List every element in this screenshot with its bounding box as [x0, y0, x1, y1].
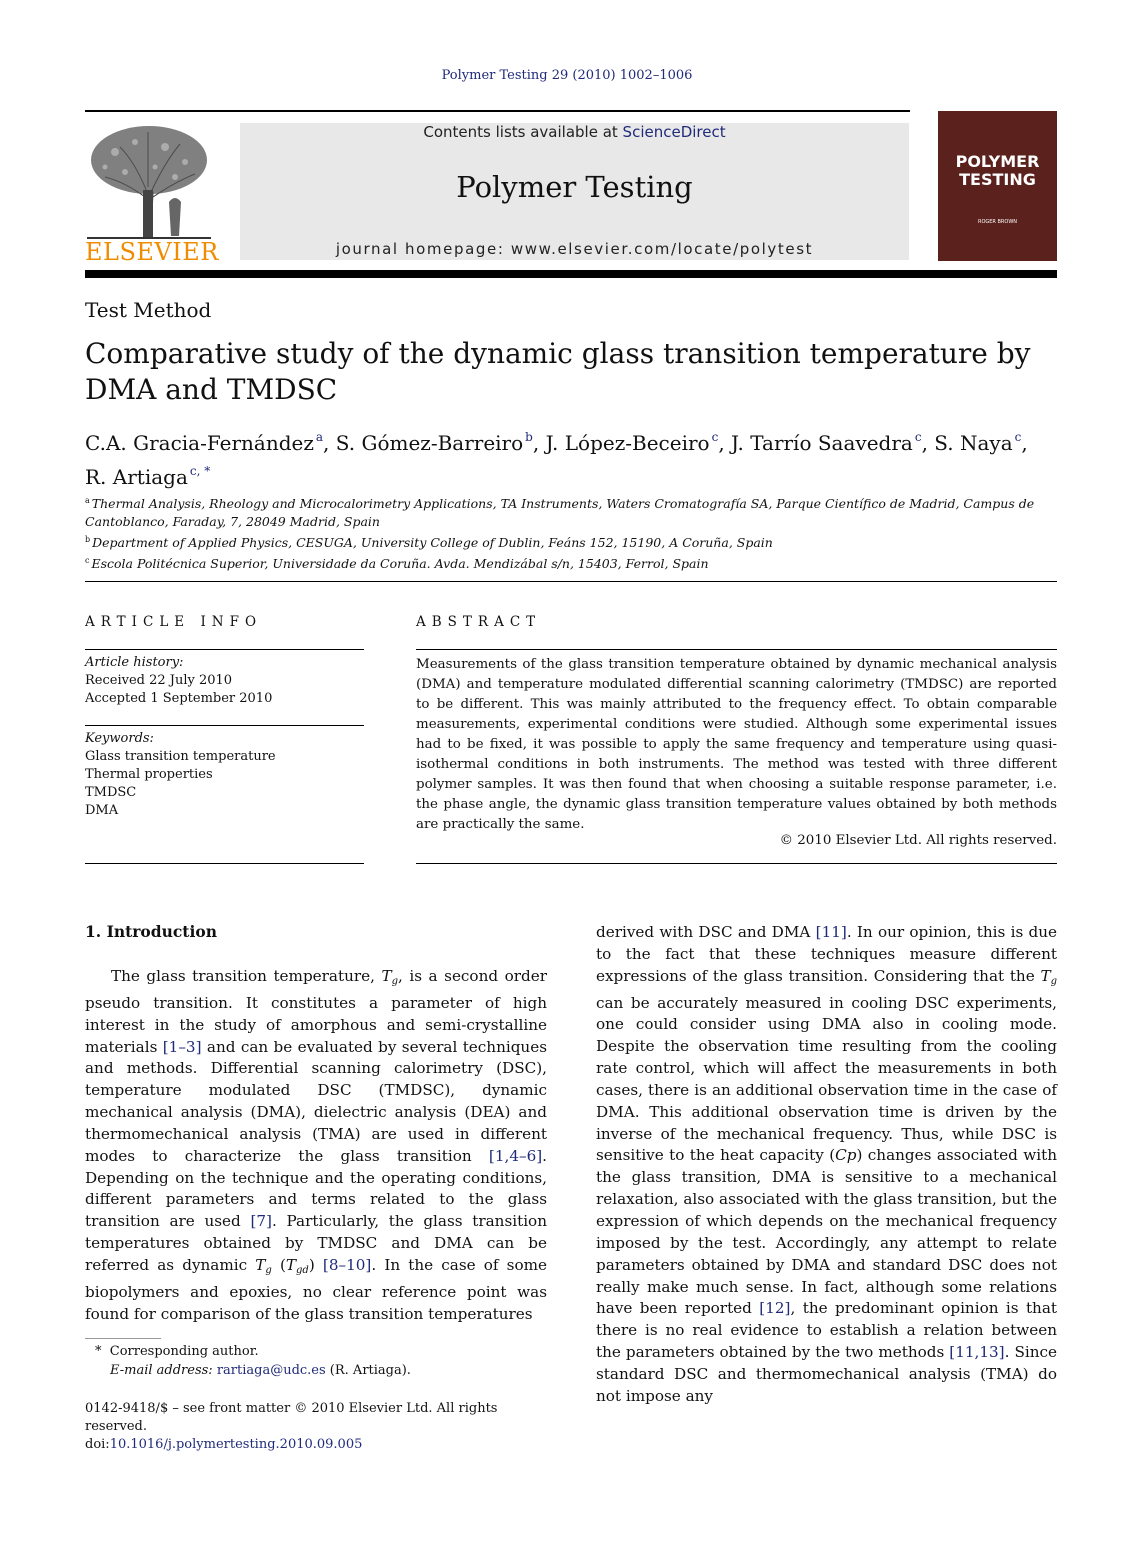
italic-symbol: T	[255, 1255, 266, 1274]
journal-homepage[interactable]: journal homepage: www.elsevier.com/locate/polytest	[335, 240, 814, 258]
cover-author: ROGER BROWN	[977, 219, 1018, 225]
affiliation-text: Thermal Analysis, Rheology and Microcalorimetry Applications, TA Instruments, Waters Cromatografía SA, Parque Científico de Madrid, Campus de Cantoblanco, Faraday, 7, 28049 Madrid, Spain	[85, 496, 1035, 529]
keywords-rule	[85, 725, 364, 726]
accepted-date: Accepted 1 September 2010	[85, 691, 273, 706]
contents-prefix: Contents lists available at	[423, 123, 623, 141]
keyword-item: TMDSC	[85, 785, 137, 800]
author-name: S. Gómez-Barreiro	[335, 431, 524, 455]
introduction-right-column	[596, 922, 1057, 1408]
cover-title	[938, 153, 1057, 189]
footnote-marker: *	[95, 1344, 102, 1359]
article-title: Comparative study of the dynamic glass transition temperature by DMA and TMDSC	[85, 337, 1031, 406]
cover-title-line2: TESTING	[959, 170, 1036, 189]
article-info-bottom-rule	[85, 863, 364, 864]
journal-name: Polymer Testing	[456, 170, 693, 204]
italic-symbol: T	[381, 967, 392, 985]
body-text: . Since standard DSC and thermomechanical analysis (TMA) do not impose any	[596, 1343, 1057, 1405]
contents-availability-line	[240, 123, 909, 141]
introduction-heading: 1. Introduction	[85, 922, 217, 941]
author-affiliation-marker[interactable]: c, *	[189, 464, 211, 478]
header-thick-rule	[85, 270, 1057, 278]
body-text: . Depending on the technique and the operating conditions, different parameters and terms related to the glass transition are used	[85, 1146, 547, 1231]
affiliation-marker: a	[85, 496, 90, 505]
affiliation-item	[85, 552, 1060, 573]
history-label: Article history:	[85, 655, 184, 670]
issn-line: 0142-9418/$ – see front matter © 2010 Elsevier Ltd. All rights reserved.	[85, 1401, 498, 1434]
author-name: J. Tarrío Saavedra	[731, 431, 913, 455]
corresponding-line	[85, 1342, 555, 1361]
subscript-text: g	[265, 1264, 272, 1276]
author-separator: ,	[718, 431, 732, 455]
received-date: Received 22 July 2010	[85, 673, 233, 688]
keyword-item: Glass transition temperature	[85, 749, 276, 764]
introduction-left-column	[85, 966, 547, 1326]
affiliation-marker: c	[85, 556, 90, 565]
author-name: R. Artiaga	[85, 465, 188, 489]
email-suffix: (R. Artiaga).	[325, 1363, 411, 1378]
abstract-bottom-rule	[416, 863, 1057, 864]
author-name: J. López-Beceiro	[545, 431, 710, 455]
author-separator: ,	[921, 431, 935, 455]
affiliation-text: Department of Applied Physics, CESUGA, University College of Dublin, Feáns 152, 15190, A Coruña, Spain	[92, 535, 773, 550]
affiliation-item	[85, 492, 1060, 531]
journal-reference[interactable]: Polymer Testing 29 (2010) 1002–1006	[441, 68, 693, 83]
author-list	[85, 423, 1060, 491]
body-text: . In the case of some biopolymers and epoxies, no clear reference point was found for comparison of the glass transition temperatures	[85, 1255, 547, 1323]
body-text: . Particularly, the glass transition temperatures obtained by TMDSC and DMA can be referred as dynamic	[85, 1212, 547, 1274]
corresponding-author-footnote	[85, 1342, 555, 1380]
keywords-block	[85, 730, 364, 820]
doi-prefix: doi:	[85, 1437, 110, 1452]
author-affiliation-marker[interactable]: b	[525, 430, 533, 444]
keyword-item: DMA	[85, 803, 119, 818]
citation-link[interactable]: [7]	[250, 1212, 272, 1231]
subscript-text: g	[391, 976, 399, 987]
affiliation-marker: b	[85, 535, 91, 544]
elsevier-wordmark: ELSEVIER	[85, 238, 219, 266]
citation-link[interactable]: [11,13]	[949, 1343, 1005, 1362]
affiliation-text: Escola Politécnica Superior, Universidade da Coruña. Avda. Mendizábal s/n, 15403, Ferrol, Spain	[91, 556, 709, 571]
citation-link[interactable]: [1,4–6]	[488, 1146, 543, 1165]
abstract-heading: ABSTRACT	[416, 614, 542, 630]
body-text: . In our opinion, this is due to the fact that these techniques measure different expressions of the glass transition. Considering that the	[596, 923, 1057, 985]
citation-link[interactable]: [12]	[759, 1299, 791, 1318]
affiliation-item	[85, 531, 1060, 552]
body-text: derived with DSC and DMA	[596, 923, 816, 941]
author-separator: ,	[1021, 431, 1028, 455]
sciencedirect-link[interactable]: ScienceDirect	[622, 123, 726, 141]
body-text: (	[271, 1255, 286, 1274]
cover-title-line1: POLYMER	[955, 152, 1040, 171]
front-matter-info	[85, 1400, 555, 1454]
author-separator: ,	[532, 431, 546, 455]
author-affiliation-marker[interactable]: c	[711, 430, 719, 444]
article-info-heading: ARTICLE INFO	[85, 614, 263, 630]
abstract-text: Measurements of the glass transition temperature obtained by dynamic mechanical analysis (DMA) and temperature modulated differential scanning calorimetry (TMDSC) are reported to be different. This was mainly attributed to the frequency effect. To obtain comparable measurements, experimental conditions were studied. Although some experimental issues had to be fixed, it was possible to apply the same frequency and temperature using quasi-isothermal conditions in both instruments. The method was tested with three different polymer samples. It was then found that when choosing a suitable response parameter, i.e. the phase angle, the dynamic glass transition temperature values obtained by both methods are practically the same.	[416, 657, 1057, 832]
citation-link[interactable]: [8–10]	[322, 1255, 372, 1274]
author-separator: ,	[323, 431, 336, 455]
body-text: ) changes associated with the glass transition, DMA is sensitive to a mechanical relaxation, also associated with the glass transition, but the expression of which depends on the mechanical frequency imposed by the test. Accordingly, any attempt to relate parameters obtained by DMA and standard DSC does not really make much sense. In fact, although some relations have been reported	[596, 1146, 1057, 1318]
body-text: can be accurately measured in cooling DSC experiments, one could consider using DMA also in cooling mode. Despite the observation time resulting from the cooling rate control, which will affect the measurements in both cases, there is an additional observation time in the case of DMA. This additional observation time is driven by the inverse of the mechanical frequency. Thus, while DSC is sensitive to the heat capacity (	[596, 993, 1057, 1165]
author-affiliation-marker[interactable]: c	[914, 430, 922, 444]
journal-cover-image	[938, 111, 1057, 261]
body-text: The glass transition temperature,	[111, 967, 382, 985]
author-affiliation-marker[interactable]: c	[1014, 430, 1022, 444]
email-line	[85, 1361, 555, 1380]
corresponding-label: Corresponding author.	[109, 1344, 259, 1359]
author-name: C.A. Gracia-Fernández	[85, 431, 314, 455]
body-text: , the predominant opinion is that there is no real evidence to establish a relation between the parameters obtained by the two methods	[596, 1299, 1057, 1362]
affiliation-list	[85, 492, 1060, 573]
abstract-copyright: © 2010 Elsevier Ltd. All rights reserved.	[779, 833, 1057, 848]
article-info-rule	[85, 649, 364, 650]
citation-link[interactable]: [1–3]	[162, 1037, 202, 1056]
italic-symbol: Cp	[835, 1146, 857, 1165]
email-link[interactable]: rartiaga@udc.es	[216, 1363, 326, 1378]
body-text: and can be evaluated by several techniques and methods. Differential scanning calorimetry (DSC), temperature modulated DSC (TMDSC), dynamic mechanical analysis (DMA), dielectric analysis (DEA) and thermomechanical analysis (TMA) are used in different modes to characterize the glass transition	[85, 1037, 547, 1165]
abstract-rule	[416, 649, 1057, 650]
italic-symbol: T	[285, 1255, 297, 1274]
author-name: S. Naya	[934, 431, 1013, 455]
doi-line	[85, 1436, 555, 1454]
header-top-rule	[85, 110, 910, 112]
body-text: , is a second order pseudo transition. It constitutes a parameter of high interest in the study of amorphous and semi-crystalline materials	[85, 967, 547, 1056]
keyword-item: Thermal properties	[85, 767, 213, 782]
article-history	[85, 654, 364, 708]
footnote-rule	[85, 1338, 161, 1339]
italic-symbol: T	[1040, 966, 1051, 985]
body-text: )	[308, 1255, 323, 1274]
subscript-text: gd	[296, 1264, 309, 1276]
keywords-label: Keywords:	[85, 731, 154, 746]
affiliation-divider	[85, 581, 1057, 582]
doi-link[interactable]: 10.1016/j.polymertesting.2010.09.005	[109, 1437, 363, 1452]
author-affiliation-marker[interactable]: a	[315, 430, 324, 444]
citation-link[interactable]: [11]	[815, 923, 847, 941]
subscript-text: g	[1050, 975, 1057, 987]
email-label: E-mail address:	[110, 1363, 217, 1378]
article-type: Test Method	[85, 298, 212, 322]
